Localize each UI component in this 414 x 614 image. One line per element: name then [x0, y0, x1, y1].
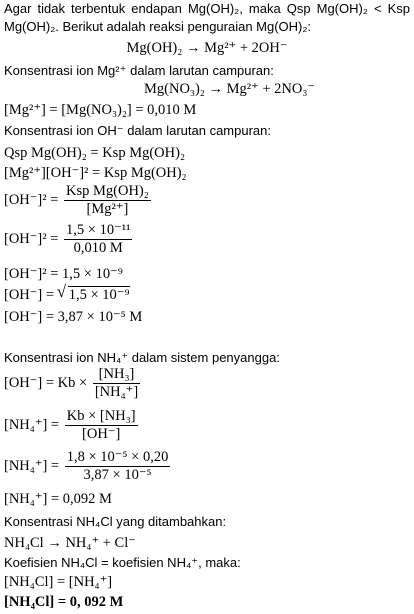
fraction [93, 366, 140, 401]
oh-step-fraction-numeric: [OH⁻]² = $\frac{\text{1,5 × 10⁻¹¹}}{0,010 M}$ [4, 222, 131, 256]
denominator: [NH₄⁺] [94, 384, 139, 400]
numerator: 1,5 × 10⁻¹¹ [66, 222, 131, 238]
fraction [65, 408, 138, 443]
numerator: 1,8 × 10⁻⁵ × 0,20 [66, 449, 169, 465]
heading-mg-ion: Konsentrasi ion Mg²⁺ dalam larutan campuran: [4, 63, 274, 78]
nh4-step-kb-expression: [OH⁻] = Kb × $\frac{\text{[NH₃]}}{\text{[NH₄⁺]}}$ [4, 366, 139, 400]
heading-oh-ion: Konsentrasi ion OH⁻ dalam larutan campuran: [4, 123, 271, 138]
denominator: [OH⁻] [82, 426, 121, 442]
oh-step-ksp-expression: [Mg²⁺][OH⁻]² = Ksp Mg(OH)₂ [4, 165, 187, 181]
fraction [64, 183, 151, 218]
coefficient-note: Koefisien NH₄Cl = koefisien NH₄⁺, maka: [4, 555, 241, 570]
nh4-step-rearranged: [NH₄⁺] = $\frac{\text{Kb × [NH₃]}}{[OH^-]}$ [4, 408, 136, 442]
numerator: Ksp Mg(OH)₂ [66, 183, 149, 199]
fraction [64, 222, 132, 257]
oh-step-squared-value: [OH⁻]² = 1,5 × 10⁻⁹ [4, 266, 123, 282]
denominator: 0,010 M [73, 240, 123, 256]
oh-step-square-root: [OH⁻] = √ 1,5 × 10⁻⁹ [4, 287, 130, 303]
numerator: [NH₃] [93, 366, 140, 384]
fraction [65, 449, 171, 484]
denominator: 3,87 × 10⁻⁵ [83, 467, 152, 483]
radicand: 1,5 × 10⁻⁹ [68, 287, 130, 303]
intro-line-1: Agar tidak terbentuk endapan Mg(OH)₂, maka Qsp Mg(OH)₂ < Ksp [4, 1, 410, 16]
heading-nh4cl: Konsentrasi NH₄Cl yang ditambahkan: [4, 514, 227, 529]
reaction-dissociation-mgno3: Mg(NO₃)₂ → Mg²⁺ + 2NO₃⁻ [144, 81, 316, 97]
oh-step-fraction-symbolic: [OH⁻]² = $\frac{\text{Ksp Mg(OH)₂}}{\text{[Mg²⁺]}}$ [4, 183, 149, 217]
heading-nh4-ion: Konsentrasi ion NH₄⁺ dalam sistem penyangga: [4, 350, 280, 365]
mg-concentration: [Mg²⁺] = [Mg(NO₃)₂] = 0,010 M [4, 102, 197, 118]
nh4cl-equals-nh4: [NH₄Cl] = [NH₄⁺] [4, 574, 113, 590]
square-root [58, 287, 131, 303]
nh4-step-numeric: [NH₄⁺] = $\frac{\text{1,8 × 10⁻⁵ × 0,20}}{\text{3,87 × 10⁻⁵}}$ [4, 449, 169, 483]
nh4-concentration-result: [NH₄⁺] = 0,092 M [4, 491, 112, 507]
intro-line-2: Mg(OH)₂. Berikut adalah reaksi penguraian Mg(OH)₂: [4, 19, 312, 34]
final-answer: [NH₄Cl] = 0, 092 M [4, 594, 124, 610]
numerator: Kb × [NH₃] [66, 408, 136, 424]
oh-step-qsp-ksp: Qsp Mg(OH)₂ = Ksp Mg(OH)₂ [4, 145, 186, 161]
reaction-dissociation-mgoh2: Mg(OH)₂ → Mg²⁺ + 2OH⁻ [126, 40, 288, 56]
oh-concentration-result: [OH⁻] = 3,87 × 10⁻⁵ M [4, 309, 143, 325]
denominator: [Mg²⁺] [86, 201, 129, 217]
reaction-dissociation-nh4cl: NH₄Cl → NH₄⁺ + Cl⁻ [4, 535, 136, 551]
